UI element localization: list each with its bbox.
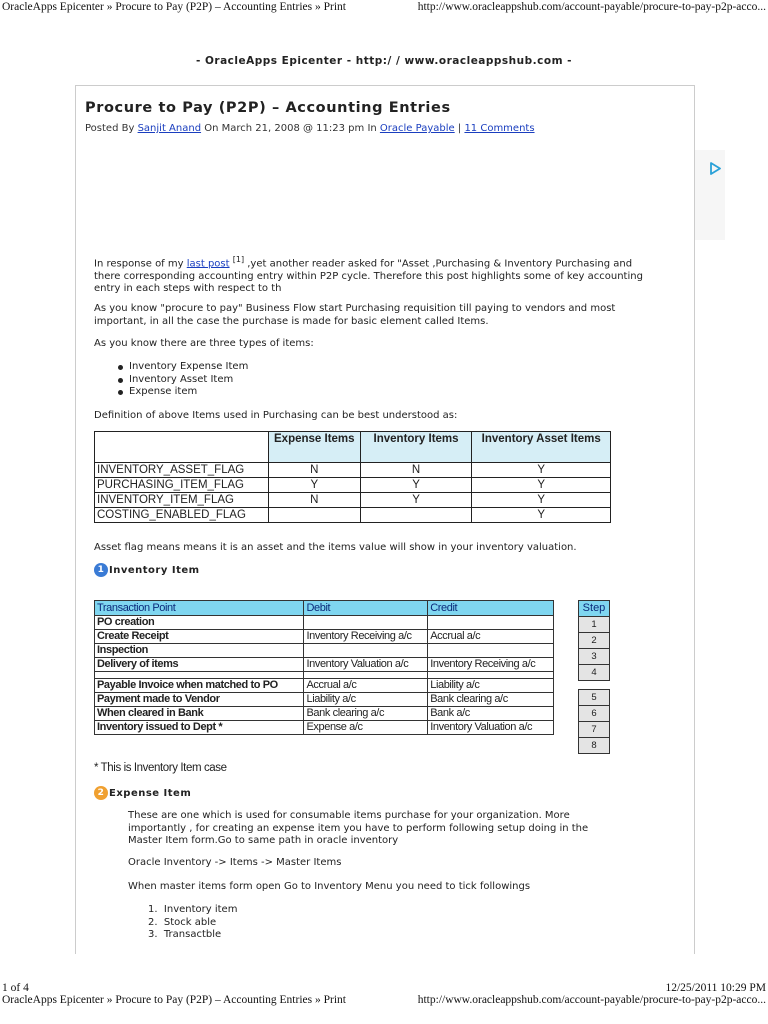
table-row: [95, 478, 611, 493]
meta-date: On March 21, 2008 @ 11:23 pm In: [204, 123, 377, 134]
table-header: Inventory Asset Items: [472, 432, 611, 463]
table-row: [95, 508, 611, 523]
para2-line2: important, in all the case the purchase is made for basic element called Items.: [94, 315, 489, 327]
table-header: Transaction Point: [95, 601, 304, 616]
asset-flag-paragraph: Asset flag means means it is an asset and the items value will show in your inventory valuation.: [94, 542, 577, 553]
print-header-url: http://www.oracleappshub.com/account-payable/procure-to-pay-p2p-acco...: [417, 1, 766, 13]
table-row: Create Receipt Inventory Receiving a/c Accrual a/c: [95, 630, 554, 644]
page-number: 1 of 4: [2, 982, 29, 994]
list-item: 2. Stock able: [148, 916, 217, 928]
print-header: [0, 0, 768, 20]
print-header-title: OracleApps Epicenter » Procure to Pay (P2P) – Accounting Entries » Print: [2, 1, 346, 13]
table-cell: N: [360, 463, 472, 478]
table-row: Inventory issued to Dept * Expense a/c Inventory Valuation a/c: [95, 721, 554, 735]
list-item: Inventory Asset Item: [118, 374, 248, 387]
table-cell: Y: [472, 463, 611, 478]
step-number: 5: [579, 690, 610, 706]
para1-line2: there corresponding accounting entry within P2P cycle. Therefore this post highlights some of key accounting: [94, 270, 643, 282]
step-number: 8: [579, 738, 610, 754]
para6-line2: importantly , for creating an expense item you have to perform following setup doing in the: [128, 822, 589, 834]
expense-item-paragraph: [128, 810, 628, 848]
number-badge-icon: 1: [94, 563, 108, 577]
table-row: [95, 463, 611, 478]
para2-line1: As you know "procure to pay" Business Flow start Purchasing requisition till paying to vendors and most: [94, 303, 616, 314]
meta-separator: |: [457, 123, 462, 134]
table-header: Expense Items: [268, 432, 360, 463]
list-item: 3. Transactble: [148, 929, 222, 940]
step-number: 6: [579, 706, 610, 722]
step-number: 2: [579, 633, 610, 649]
table-cell: N: [268, 493, 360, 508]
table-cell: PURCHASING_ITEM_FLAG: [95, 478, 269, 493]
item-flags-table: [94, 431, 611, 523]
print-date: 12/25/2011 10:29 PM: [665, 982, 766, 994]
comments-link[interactable]: 11 Comments: [464, 123, 535, 134]
master-items-paragraph: When master items form open Go to Inventory Menu you need to tick followings: [128, 881, 531, 892]
para6-line1: These are one which is used for consumable items purchase for your organization. More: [128, 810, 570, 821]
article-meta: [85, 123, 535, 134]
table-header: Step: [579, 601, 610, 617]
steps-column: [578, 600, 610, 754]
accounting-entries-table: [94, 600, 554, 735]
step-number: 1: [579, 617, 610, 633]
para6-line3: Master Item form.Go to same path in oracle inventory: [128, 835, 399, 846]
meta-posted-by: Posted By: [85, 123, 135, 134]
last-post-link[interactable]: last post: [186, 258, 230, 270]
page-title: Procure to Pay (P2P) – Accounting Entries: [85, 100, 451, 116]
print-footer-title: OracleApps Epicenter » Procure to Pay (P2P) – Accounting Entries » Print: [2, 994, 346, 1006]
table-header-row: [95, 601, 554, 616]
step-number: 7: [579, 722, 610, 738]
table-cell: [268, 508, 360, 523]
table-cell: [360, 508, 472, 523]
table-header-row: [95, 432, 611, 463]
number-badge-icon: 2: [94, 786, 108, 800]
table-row: Inspection: [95, 644, 554, 658]
para1-rest: ,yet another reader asked for "Asset ,Purchasing & Inventory Purchasing and: [244, 258, 633, 270]
table-cell: Y: [472, 508, 611, 523]
step-number: 3: [579, 649, 610, 665]
table-header: Inventory Items: [360, 432, 472, 463]
adchoices-icon[interactable]: [709, 162, 722, 175]
author-link[interactable]: Sanjit Anand: [137, 123, 202, 134]
print-footer-url: http://www.oracleappshub.com/account-payable/procure-to-pay-p2p-acco...: [417, 994, 766, 1006]
para1-line3: entry in each steps with respect to th: [94, 283, 282, 295]
table-cell: Y: [472, 478, 611, 493]
table-footnote: * This is Inventory Item case: [94, 762, 227, 774]
table-cell: Y: [360, 493, 472, 508]
reference-mark: [1]: [232, 255, 245, 264]
list-item: Inventory Expense Item: [118, 361, 248, 374]
list-item: Expense item: [118, 386, 248, 399]
section-title: Expense Item: [109, 788, 192, 799]
table-row: PO creation: [95, 616, 554, 630]
intro-paragraph: [94, 254, 664, 296]
types-intro: As you know there are three types of items:: [94, 338, 314, 349]
section-expense-item: [94, 786, 191, 800]
table-cell: COSTING_ENABLED_FLAG: [95, 508, 269, 523]
table-row: [95, 493, 611, 508]
para1-pre: In response of my: [94, 258, 184, 270]
table-cell: Y: [472, 493, 611, 508]
table-cell: Y: [360, 478, 472, 493]
table-cell: N: [268, 463, 360, 478]
table-cell: INVENTORY_ITEM_FLAG: [95, 493, 269, 508]
definition-intro: Definition of above Items used in Purchasing can be best understood as:: [94, 410, 458, 421]
table-row: When cleared in Bank Bank clearing a/c Bank a/c: [95, 707, 554, 721]
p2p-paragraph: [94, 303, 664, 328]
table-row: Payment made to Vendor Liability a/c Bank clearing a/c: [95, 693, 554, 707]
section-title: Inventory Item: [109, 565, 200, 576]
menu-path: Oracle Inventory -> Items -> Master Items: [128, 857, 342, 868]
checklist: [148, 904, 237, 942]
table-row: Payable Invoice when matched to PO Accrual a/c Liability a/c: [95, 679, 554, 693]
site-banner: - OracleApps Epicenter - http:/ / www.oracleappshub.com -: [195, 55, 573, 67]
section-inventory-item: [94, 563, 200, 577]
table-header: Debit: [304, 601, 428, 616]
list-item: 1. Inventory item: [148, 904, 238, 915]
step-number: 4: [579, 665, 610, 681]
table-row: Delivery of items Inventory Valuation a/c Inventory Receiving a/c: [95, 658, 554, 672]
category-link[interactable]: Oracle Payable: [379, 123, 455, 134]
table-cell: Y: [268, 478, 360, 493]
table-header: [95, 432, 269, 463]
table-header: Credit: [428, 601, 554, 616]
item-types-list: [118, 361, 248, 399]
table-cell: INVENTORY_ASSET_FLAG: [95, 463, 269, 478]
